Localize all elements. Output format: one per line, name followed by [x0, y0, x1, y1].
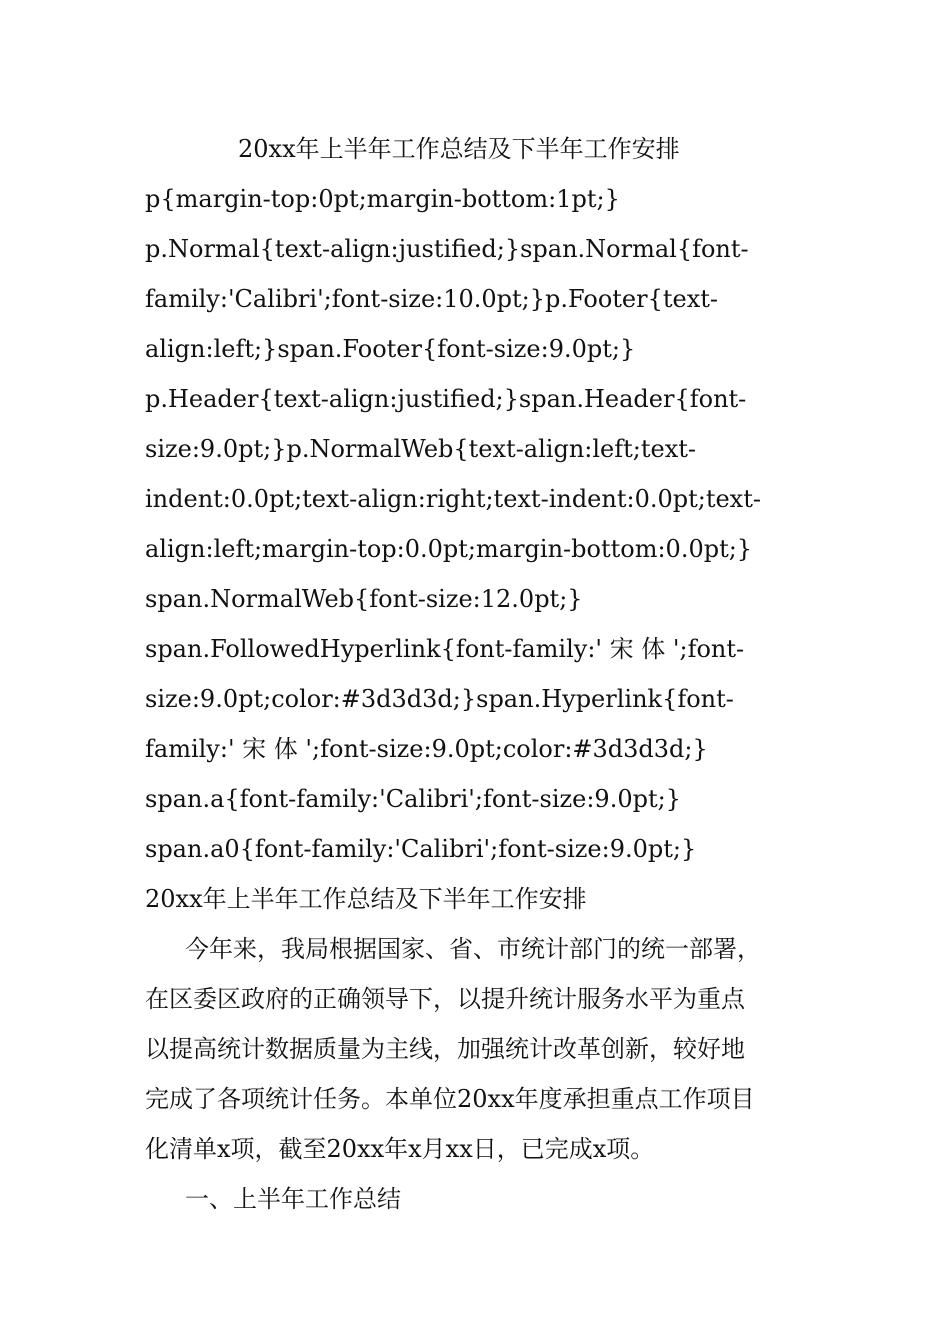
css-text-line: p{margin-top:0pt;margin-bottom:1pt;} [145, 185, 620, 213]
css-text-line: span.NormalWeb{font-size:12.0pt;} [145, 585, 583, 613]
css-text-line: span.a0{font-family:'Calibri';font-size:9.0pt;} [145, 835, 697, 863]
css-text-line: size:9.0pt;}p.NormalWeb{text-align:left;text- [145, 435, 696, 463]
css-text-line: p.Normal{text-align:justified;}span.Normal{font- [145, 235, 749, 263]
css-text-line: family:'Calibri';font-size:10.0pt;}p.Footer{text- [145, 285, 718, 313]
css-text-line: size:9.0pt;color:#3d3d3d;}span.Hyperlink{font- [145, 685, 734, 713]
body-paragraph-line: 完成了各项统计任务。本单位20xx年度承担重点工作项目 [145, 1085, 755, 1113]
css-text-line: align:left;}span.Footer{font-size:9.0pt;} [145, 335, 636, 363]
css-text-line: indent:0.0pt;text-align:right;text-indent:0.0pt;text- [145, 485, 761, 513]
css-text-line: span.a{font-family:'Calibri';font-size:9.0pt;} [145, 785, 681, 813]
body-paragraph-line: 在区委区政府的正确领导下，以提升统计服务水平为重点 [145, 985, 745, 1013]
css-text-line: p.Header{text-align:justified;}span.Header{font- [145, 385, 747, 413]
document-title: 20xx年上半年工作总结及下半年工作安排 [238, 135, 680, 163]
section-heading: 一、上半年工作总结 [185, 1185, 401, 1213]
css-text-line: span.FollowedHyperlink{font-family:' 宋 体 ';font- [145, 635, 745, 663]
css-text-line: family:' 宋 体 ';font-size:9.0pt;color:#3d3d3d;} [145, 735, 708, 763]
body-paragraph-line: 化清单x项，截至20xx年x月xx日，已完成x项。 [145, 1135, 655, 1163]
body-paragraph-line: 今年来，我局根据国家、省、市统计部门的统一部署， [185, 935, 761, 963]
body-paragraph-line: 以提高统计数据质量为主线，加强统计改革创新，较好地 [145, 1035, 745, 1063]
document-subtitle: 20xx年上半年工作总结及下半年工作安排 [145, 885, 587, 913]
css-text-line: align:left;margin-top:0.0pt;margin-bottom:0.0pt;} [145, 535, 753, 563]
